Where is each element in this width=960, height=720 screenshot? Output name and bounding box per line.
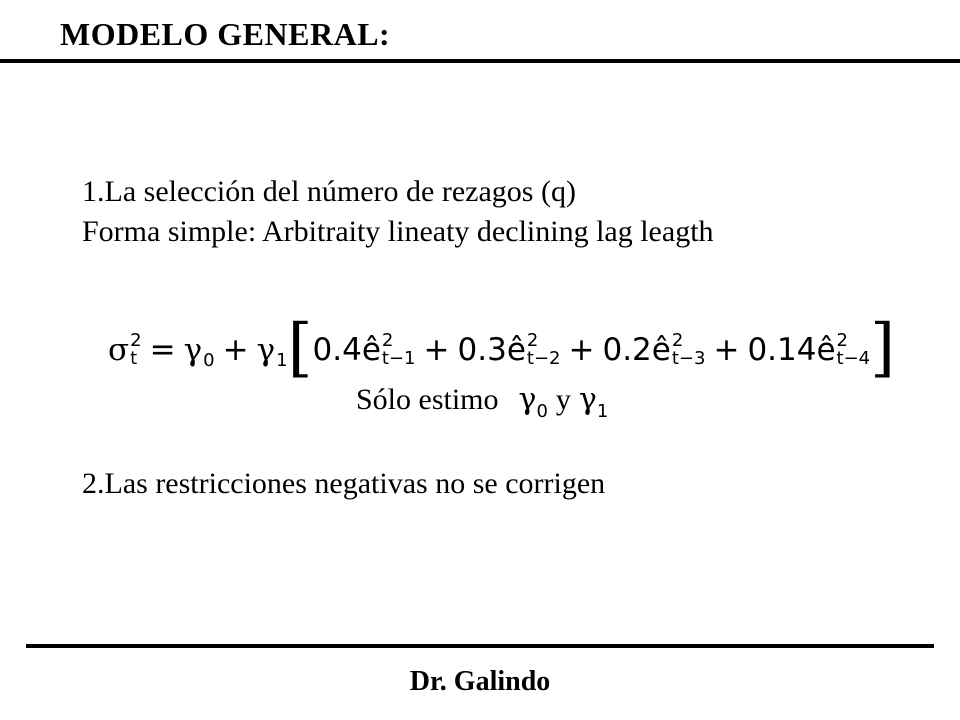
term-1-sup: 2 [381,330,394,351]
sigma-sub: t [130,348,138,369]
term-3-sub: t−3 [671,348,706,369]
estimo-gamma0: γ [518,382,537,417]
term-1-coef: 0.4 [312,332,362,368]
gamma1-symbol: γ [256,332,276,368]
estimo-gamma1: γ [578,382,597,417]
sigma-sup: 2 [130,330,142,351]
title-divider [0,59,960,63]
plus-sign: + [222,332,249,368]
term-4-e: ê [816,332,836,368]
estimo-line [356,382,609,422]
term-2-sub: t−2 [526,348,561,369]
estimo-sub0: 0 [536,401,548,422]
plus-sign: + [713,332,740,368]
point-2: 2.Las restricciones negativas no se corrigen [82,467,606,500]
term-2-coef: 0.3 [457,332,507,368]
term-3-e: ê [651,332,671,368]
term-4-scripts [837,332,871,368]
term-4-coef: 0.14 [747,332,817,368]
sigma-scripts [130,332,141,368]
gamma0-symbol: γ [183,332,203,368]
footer-author: Dr. Galindo [409,666,551,697]
estimo-sub1: 1 [596,401,609,422]
plus-sign: + [568,332,595,368]
footer-divider [26,644,934,648]
term-1-scripts [382,332,416,368]
gamma1-sub: 1 [276,349,288,371]
term-4-sub: t−4 [836,348,871,369]
point-1: 1.La selección del número de rezagos (q) [82,175,576,208]
term-2-scripts [527,332,561,368]
estimo-text: Sólo estimo [356,383,499,416]
term-2-e: ê [506,332,526,368]
gamma0-sub: 0 [203,349,215,371]
variance-formula [108,311,896,385]
term-3-scripts [672,332,706,368]
equals-sign: = [149,332,176,368]
estimo-y: y [555,383,571,416]
point-1-detail: Forma simple: Arbitraity lineaty declining lag leagth [82,215,714,248]
close-bracket: ] [870,311,896,385]
slide-title: MODELO GENERAL: [60,16,391,52]
term-4-sup: 2 [836,330,848,351]
term-3-sup: 2 [671,330,684,351]
term-1-sub: t−1 [381,348,416,369]
term-2-sup: 2 [526,330,539,351]
term-3-coef: 0.2 [602,332,652,368]
open-bracket: [ [287,311,313,385]
term-1-e: ê [361,332,381,368]
plus-sign: + [423,332,450,368]
sigma-symbol: σ [108,332,130,368]
